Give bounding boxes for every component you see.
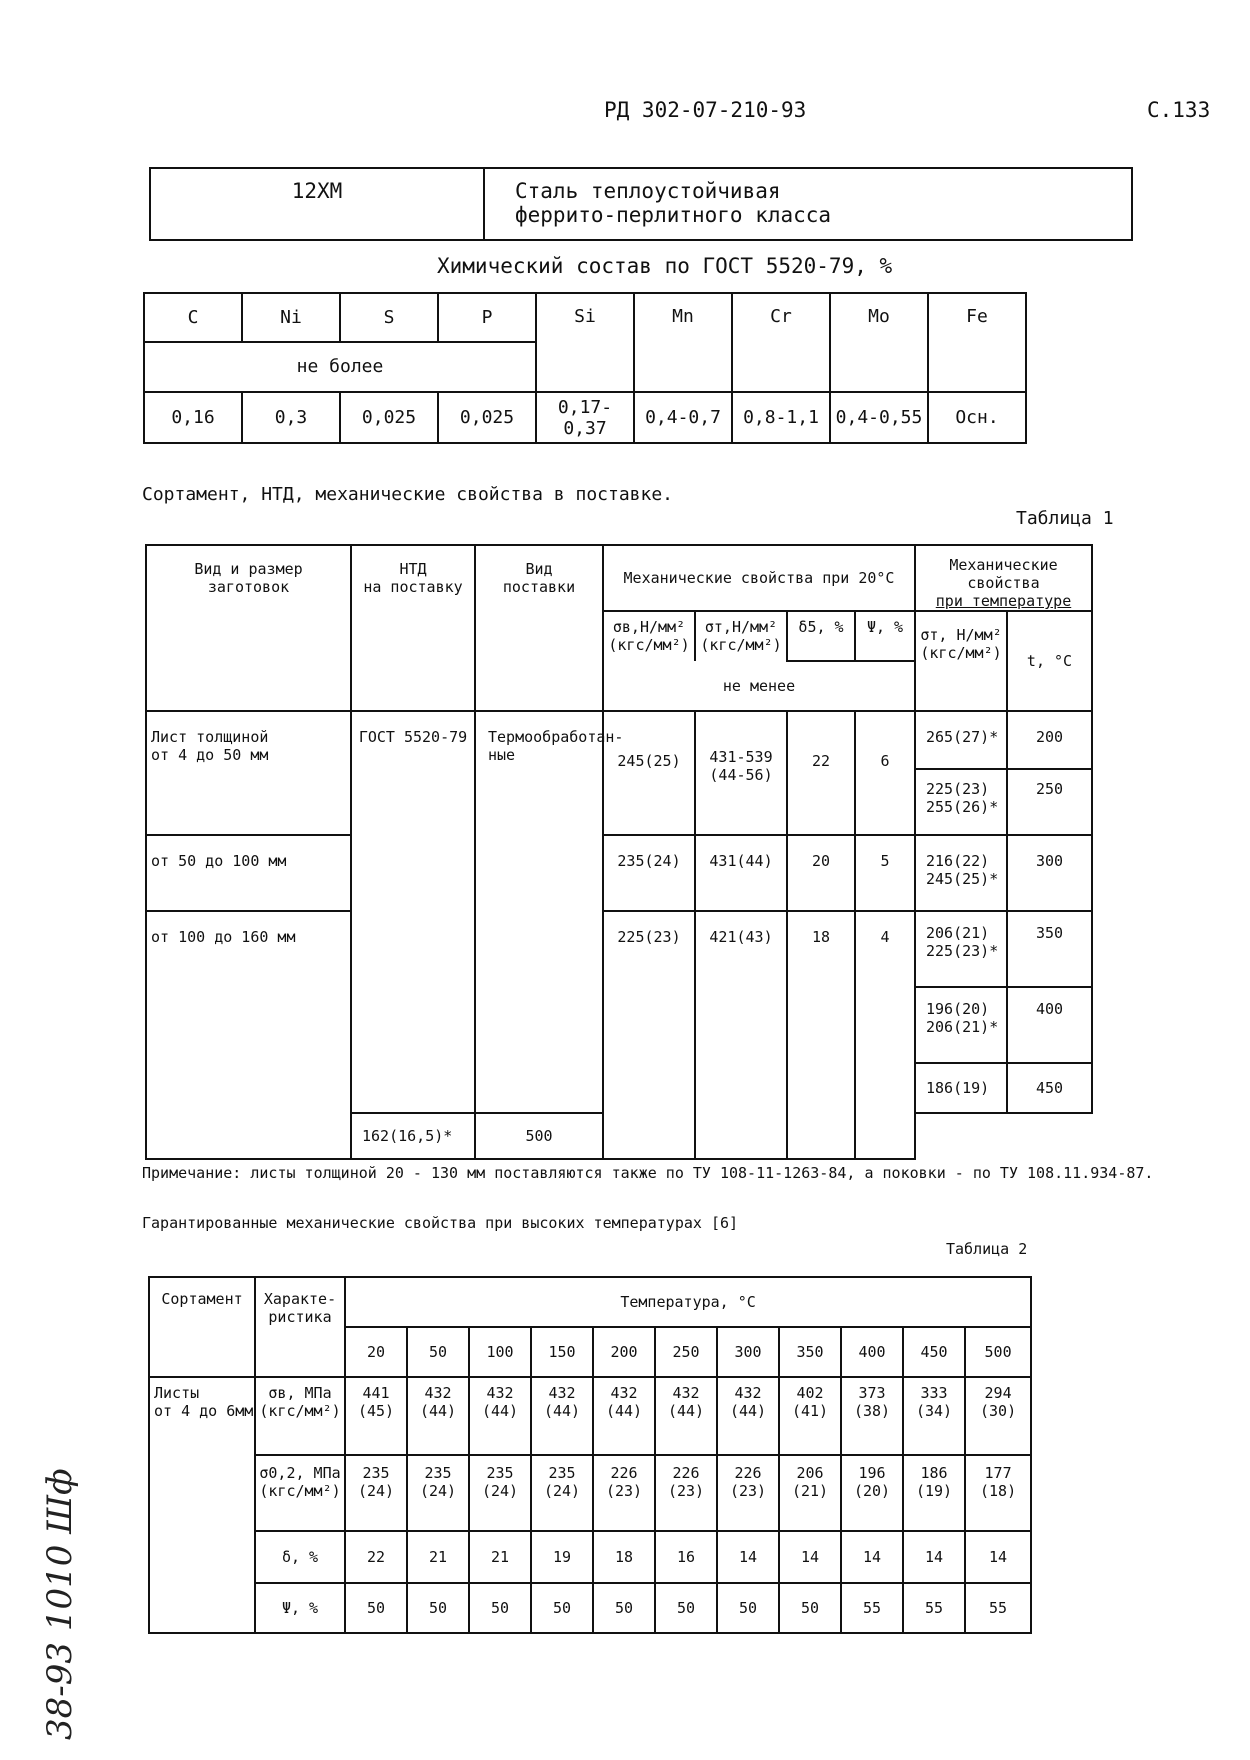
chem-header-mo: Mo xyxy=(830,293,928,392)
t2-val-kgf: (44) xyxy=(667,1402,705,1420)
t2-char-sigma-b xyxy=(255,1377,345,1455)
table1 xyxy=(145,544,1093,1160)
chem-value-si: 0,17-0,37 xyxy=(536,392,634,443)
t1-h-min: не менее xyxy=(603,661,915,711)
grade-name: 12ХМ xyxy=(150,168,484,240)
t2-val: 432 xyxy=(486,1384,514,1402)
t2-val-kgf: (19) xyxy=(915,1482,953,1500)
t2-cell: 21 xyxy=(469,1531,531,1583)
t1-temp-500: 500 xyxy=(475,1113,603,1159)
t2-val: 294 xyxy=(984,1384,1012,1402)
t2-val-kgf: (24) xyxy=(357,1482,395,1500)
t1-temp-400-sigma xyxy=(915,987,1007,1063)
chem-header-cr: Cr xyxy=(732,293,830,392)
t2-val-kgf: (18) xyxy=(980,1482,1017,1500)
t1-h-kind xyxy=(146,545,351,711)
t2-cell xyxy=(779,1377,841,1455)
table1-caption: Сортамент, НТД, механические свойства в поставке. xyxy=(142,484,674,505)
t2-temp-150: 150 xyxy=(531,1327,593,1377)
t1-h-sb xyxy=(603,611,695,661)
t2-temp-450: 450 xyxy=(903,1327,965,1377)
t2-val-kgf: (38) xyxy=(853,1402,891,1420)
t1-h-kind-1: Вид и размер xyxy=(194,560,303,578)
chem-header-si: Si xyxy=(536,293,634,392)
t1-h-stT-2: (кгс/мм²) xyxy=(920,644,1002,662)
t1-temp-400-s2: 206(21)* xyxy=(926,1018,999,1036)
t2-cell: 50 xyxy=(655,1583,717,1633)
t1-temp-450-s1: 186(19) xyxy=(926,1079,990,1097)
t1-temp-350-sigma xyxy=(915,911,1007,987)
t1-h-st-1: σт,Н/мм² xyxy=(704,618,778,636)
t1-h-mechT-1: Механические свойства xyxy=(949,556,1058,592)
t2-sort-2: от 4 до 6мм xyxy=(154,1402,254,1420)
t1-r3-sb: 225(23) xyxy=(603,911,695,1159)
t2-char-sigma-02-1: σ0,2, МПа xyxy=(259,1464,341,1482)
t2-cell: 14 xyxy=(717,1531,779,1583)
t2-cell: 55 xyxy=(965,1583,1031,1633)
chem-header-mn: Mn xyxy=(634,293,732,392)
t2-cell: 50 xyxy=(407,1583,469,1633)
t1-r1-st-1: 431-539 xyxy=(709,748,773,766)
t2-val-kgf: (20) xyxy=(853,1482,891,1500)
t2-val: 206 xyxy=(796,1464,824,1482)
t1-temp-300-s2: 245(25)* xyxy=(926,870,999,888)
t2-cell: 50 xyxy=(779,1583,841,1633)
t2-cell: 14 xyxy=(841,1531,903,1583)
t1-r1-kind xyxy=(146,711,351,835)
t1-temp-350: 350 xyxy=(1007,911,1092,987)
t2-val: 226 xyxy=(672,1464,700,1482)
t1-temp-200: 200 xyxy=(1007,711,1092,769)
t2-char-sigma-02-2: (кгс/мм²) xyxy=(259,1482,341,1500)
t2-cell xyxy=(531,1455,593,1531)
t2-temp-300: 300 xyxy=(717,1327,779,1377)
t2-cell xyxy=(841,1377,903,1455)
t2-cell: 50 xyxy=(345,1583,407,1633)
chem-value-mn: 0,4-0,7 xyxy=(634,392,732,443)
t2-val: 235 xyxy=(362,1464,390,1482)
t2-sort-1: Листы xyxy=(154,1384,200,1402)
t2-cell xyxy=(779,1455,841,1531)
chem-value-mo: 0,4-0,55 xyxy=(830,392,928,443)
t1-r1-kind-2: от 4 до 50 мм xyxy=(151,746,269,764)
t2-val: 373 xyxy=(858,1384,886,1402)
t1-h-mechT-2: при температуре xyxy=(935,592,1072,610)
t1-h-supply xyxy=(475,545,603,711)
t2-cell: 55 xyxy=(903,1583,965,1633)
t2-cell: 16 xyxy=(655,1531,717,1583)
t1-h-supply-1: Вид xyxy=(525,560,553,578)
t2-char-sigma-b-2: (кгс/мм²) xyxy=(259,1402,341,1420)
t2-val-kgf: (44) xyxy=(481,1402,519,1420)
chem-title: Химический состав по ГОСТ 5520-79, % xyxy=(437,254,893,278)
t1-r3-st: 421(43) xyxy=(695,911,787,1159)
t2-val: 226 xyxy=(734,1464,762,1482)
t1-temp-400: 400 xyxy=(1007,987,1092,1063)
t1-r1-supply-1: Термообработан- xyxy=(488,728,624,746)
t2-cell: 14 xyxy=(965,1531,1031,1583)
t1-temp-250-sigma xyxy=(915,769,1007,835)
chem-header-s: S xyxy=(340,293,438,342)
t1-temp-200-sigma xyxy=(915,711,1007,769)
t2-val: 441 xyxy=(362,1384,390,1402)
t2-val-kgf: (21) xyxy=(791,1482,829,1500)
t1-temp-450: 450 xyxy=(1007,1063,1092,1113)
t1-r3-psi: 4 xyxy=(855,911,915,1159)
t2-val: 235 xyxy=(548,1464,576,1482)
t2-cell: 19 xyxy=(531,1531,593,1583)
t2-cell xyxy=(717,1377,779,1455)
t1-r2-kind: от 50 до 100 мм xyxy=(146,835,351,911)
t1-temp-350-s1: 206(21) xyxy=(926,924,990,942)
t2-cell: 22 xyxy=(345,1531,407,1583)
t1-h-ntd xyxy=(351,545,475,711)
t1-h-st-2: (кгс/мм²) xyxy=(700,636,782,654)
chem-header-ni: Ni xyxy=(242,293,340,342)
t2-row-delta xyxy=(149,1531,1031,1583)
t2-h-char xyxy=(255,1277,345,1377)
t2-val: 186 xyxy=(920,1464,948,1482)
t2-val: 432 xyxy=(610,1384,638,1402)
t2-val: 177 xyxy=(984,1464,1012,1482)
t2-val-kgf: (23) xyxy=(729,1482,767,1500)
t2-char-sigma-b-1: σв, МПа xyxy=(268,1384,332,1402)
t2-cell xyxy=(407,1455,469,1531)
t2-cell xyxy=(345,1455,407,1531)
t2-cell: 21 xyxy=(407,1531,469,1583)
t1-h-sb-2: (кгс/мм²) xyxy=(608,636,690,654)
t1-h-psi: Ψ, % xyxy=(855,611,915,661)
grade-desc-line2: феррито-перлитного класса xyxy=(515,203,832,227)
t2-cell xyxy=(469,1377,531,1455)
t2-val-kgf: (30) xyxy=(980,1402,1017,1420)
t2-char-delta: δ, % xyxy=(255,1531,345,1583)
t1-temp-500-s1: 162(16,5)* xyxy=(362,1127,453,1145)
t2-cell xyxy=(965,1455,1031,1531)
table2-caption: Гарантированные механические свойства при высоких температурах [6] xyxy=(142,1214,739,1232)
t2-val: 432 xyxy=(734,1384,762,1402)
t1-temp-300: 300 xyxy=(1007,835,1092,911)
t2-cell xyxy=(655,1377,717,1455)
t1-h-ntd-2: на поставку xyxy=(363,578,463,596)
t1-h-d5: δ5, % xyxy=(787,611,855,661)
page-number: С.133 xyxy=(1147,98,1211,122)
t2-val-kgf: (24) xyxy=(481,1482,519,1500)
t2-h-sort: Сортамент xyxy=(149,1277,255,1377)
t1-r1-st-2: (44-56) xyxy=(709,766,773,784)
t2-cell xyxy=(469,1455,531,1531)
t2-temp-50: 50 xyxy=(407,1327,469,1377)
t1-h-st xyxy=(695,611,787,661)
t1-r1-psi: 6 xyxy=(855,711,915,835)
t2-val-kgf: (41) xyxy=(791,1402,829,1420)
t2-cell xyxy=(407,1377,469,1455)
chem-value-fe: Осн. xyxy=(928,392,1026,443)
t2-cell xyxy=(717,1455,779,1531)
t1-h-mechT xyxy=(915,545,1092,611)
t1-h-supply-2: поставки xyxy=(502,578,576,596)
t2-sort xyxy=(149,1377,255,1633)
t1-r3-kind: от 100 до 160 мм xyxy=(146,911,351,1159)
t2-cell xyxy=(903,1455,965,1531)
chem-limit: не более xyxy=(144,342,536,393)
t1-r1-supply-2: ные xyxy=(488,746,516,764)
t2-val: 235 xyxy=(486,1464,514,1482)
chem-table xyxy=(143,292,1027,444)
t2-val-kgf: (44) xyxy=(419,1402,457,1420)
t2-cell xyxy=(841,1455,903,1531)
t2-row-sigma-02 xyxy=(149,1455,1031,1531)
t2-char-psi: Ψ, % xyxy=(255,1583,345,1633)
t1-temp-350-s2: 225(23)* xyxy=(926,942,999,960)
t2-val: 402 xyxy=(796,1384,824,1402)
t1-r1-supply xyxy=(475,711,624,1113)
t1-temp-250-s2: 255(26)* xyxy=(926,798,999,816)
t2-cell xyxy=(531,1377,593,1455)
chem-header-fe: Fe xyxy=(928,293,1026,392)
table1-note: Примечание: листы толщиной 20 - 130 мм поставляются также по ТУ 108-11-1263-84, а поковки - по ТУ 108.11.934-87. xyxy=(142,1164,1154,1182)
t2-cell: 50 xyxy=(469,1583,531,1633)
t2-h-char-1: Характе- xyxy=(263,1290,337,1308)
t1-r2-psi: 5 xyxy=(855,835,915,911)
t2-temp-350: 350 xyxy=(779,1327,841,1377)
document-code: РД 302-07-210-93 xyxy=(604,98,807,122)
t2-row-sigma-b xyxy=(149,1377,1031,1455)
t1-h-mech20: Механические свойства при 20°С xyxy=(603,545,915,611)
t2-temp-20: 20 xyxy=(345,1327,407,1377)
t2-val-kgf: (23) xyxy=(667,1482,705,1500)
t1-temp-250: 250 xyxy=(1007,769,1092,835)
t2-val-kgf: (44) xyxy=(605,1402,643,1420)
t2-row-psi xyxy=(149,1583,1031,1633)
t2-cell xyxy=(345,1377,407,1455)
t2-val-kgf: (44) xyxy=(729,1402,767,1420)
t2-val: 432 xyxy=(548,1384,576,1402)
t1-temp-250-s1: 225(23) xyxy=(926,780,990,798)
t2-temp-400: 400 xyxy=(841,1327,903,1377)
t1-r1-d5: 22 xyxy=(787,711,855,835)
t2-val: 235 xyxy=(424,1464,452,1482)
t1-r1-st xyxy=(695,711,787,835)
t2-val: 226 xyxy=(610,1464,638,1482)
t1-r1-kind-1: Лист толщиной xyxy=(151,728,269,746)
table1-label: Таблица 1 xyxy=(1016,508,1114,529)
t2-cell xyxy=(593,1377,655,1455)
t2-temp-250: 250 xyxy=(655,1327,717,1377)
t2-h-temp: Температура, °С xyxy=(345,1277,1031,1327)
t2-h-char-2: ристика xyxy=(268,1308,332,1326)
t1-h-stT xyxy=(915,611,1007,711)
handwritten-margin-note: 38-93 1010 Шф xyxy=(40,1468,80,1740)
t2-cell: 50 xyxy=(717,1583,779,1633)
t1-h-sb-1: σв,Н/мм² xyxy=(612,618,686,636)
table2 xyxy=(148,1276,1032,1634)
t1-temp-200-s1: 265(27)* xyxy=(926,728,999,746)
t1-h-t: t, °С xyxy=(1007,611,1092,711)
chem-value-s: 0,025 xyxy=(340,392,438,443)
t2-val-kgf: (24) xyxy=(543,1482,581,1500)
t1-temp-500-sigma xyxy=(351,1113,475,1159)
t2-val: 196 xyxy=(858,1464,886,1482)
t2-cell xyxy=(903,1377,965,1455)
t2-cell: 50 xyxy=(531,1583,593,1633)
t1-r1-sb: 245(25) xyxy=(603,711,695,835)
t1-r2-st: 431(44) xyxy=(695,835,787,911)
t2-val: 432 xyxy=(672,1384,700,1402)
t2-cell xyxy=(965,1377,1031,1455)
chem-header-p: P xyxy=(438,293,536,342)
chem-value-c: 0,16 xyxy=(144,392,242,443)
t1-h-kind-2: заготовок xyxy=(207,578,290,596)
t1-temp-300-sigma xyxy=(915,835,1007,911)
chem-value-cr: 0,8-1,1 xyxy=(732,392,830,443)
chem-value-ni: 0,3 xyxy=(242,392,340,443)
t2-val-kgf: (24) xyxy=(419,1482,457,1500)
t2-char-sigma-02 xyxy=(255,1455,345,1531)
chem-value-p: 0,025 xyxy=(438,392,536,443)
chem-header-c: C xyxy=(144,293,242,342)
t1-temp-400-s1: 196(20) xyxy=(926,1000,990,1018)
t2-val-kgf: (23) xyxy=(605,1482,643,1500)
t1-r2-sb: 235(24) xyxy=(603,835,695,911)
t1-r1-ntd: ГОСТ 5520-79 xyxy=(351,711,475,1113)
t1-h-ntd-1: НТД xyxy=(399,560,427,578)
t2-cell: 14 xyxy=(903,1531,965,1583)
t2-val: 432 xyxy=(424,1384,452,1402)
t2-temp-200: 200 xyxy=(593,1327,655,1377)
t2-val-kgf: (44) xyxy=(543,1402,581,1420)
t2-temp-500: 500 xyxy=(965,1327,1031,1377)
t1-r2-d5: 20 xyxy=(787,835,855,911)
grade-box xyxy=(149,167,1133,241)
t2-temp-100: 100 xyxy=(469,1327,531,1377)
t2-val: 333 xyxy=(920,1384,948,1402)
t2-cell: 18 xyxy=(593,1531,655,1583)
t2-cell: 50 xyxy=(593,1583,655,1633)
grade-desc-line1: Сталь теплоустойчивая xyxy=(515,179,781,203)
t1-h-stT-1: σт, Н/мм² xyxy=(920,626,1002,644)
t2-val-kgf: (45) xyxy=(357,1402,395,1420)
table2-label: Таблица 2 xyxy=(946,1240,1028,1258)
t2-cell: 14 xyxy=(779,1531,841,1583)
t1-r3-d5: 18 xyxy=(787,911,855,1159)
t1-temp-300-s1: 216(22) xyxy=(926,852,990,870)
t2-val-kgf: (34) xyxy=(915,1402,953,1420)
t2-cell xyxy=(655,1455,717,1531)
t2-cell: 55 xyxy=(841,1583,903,1633)
t2-cell xyxy=(593,1455,655,1531)
grade-description xyxy=(484,168,1132,240)
t1-temp-450-sigma xyxy=(915,1063,1007,1113)
